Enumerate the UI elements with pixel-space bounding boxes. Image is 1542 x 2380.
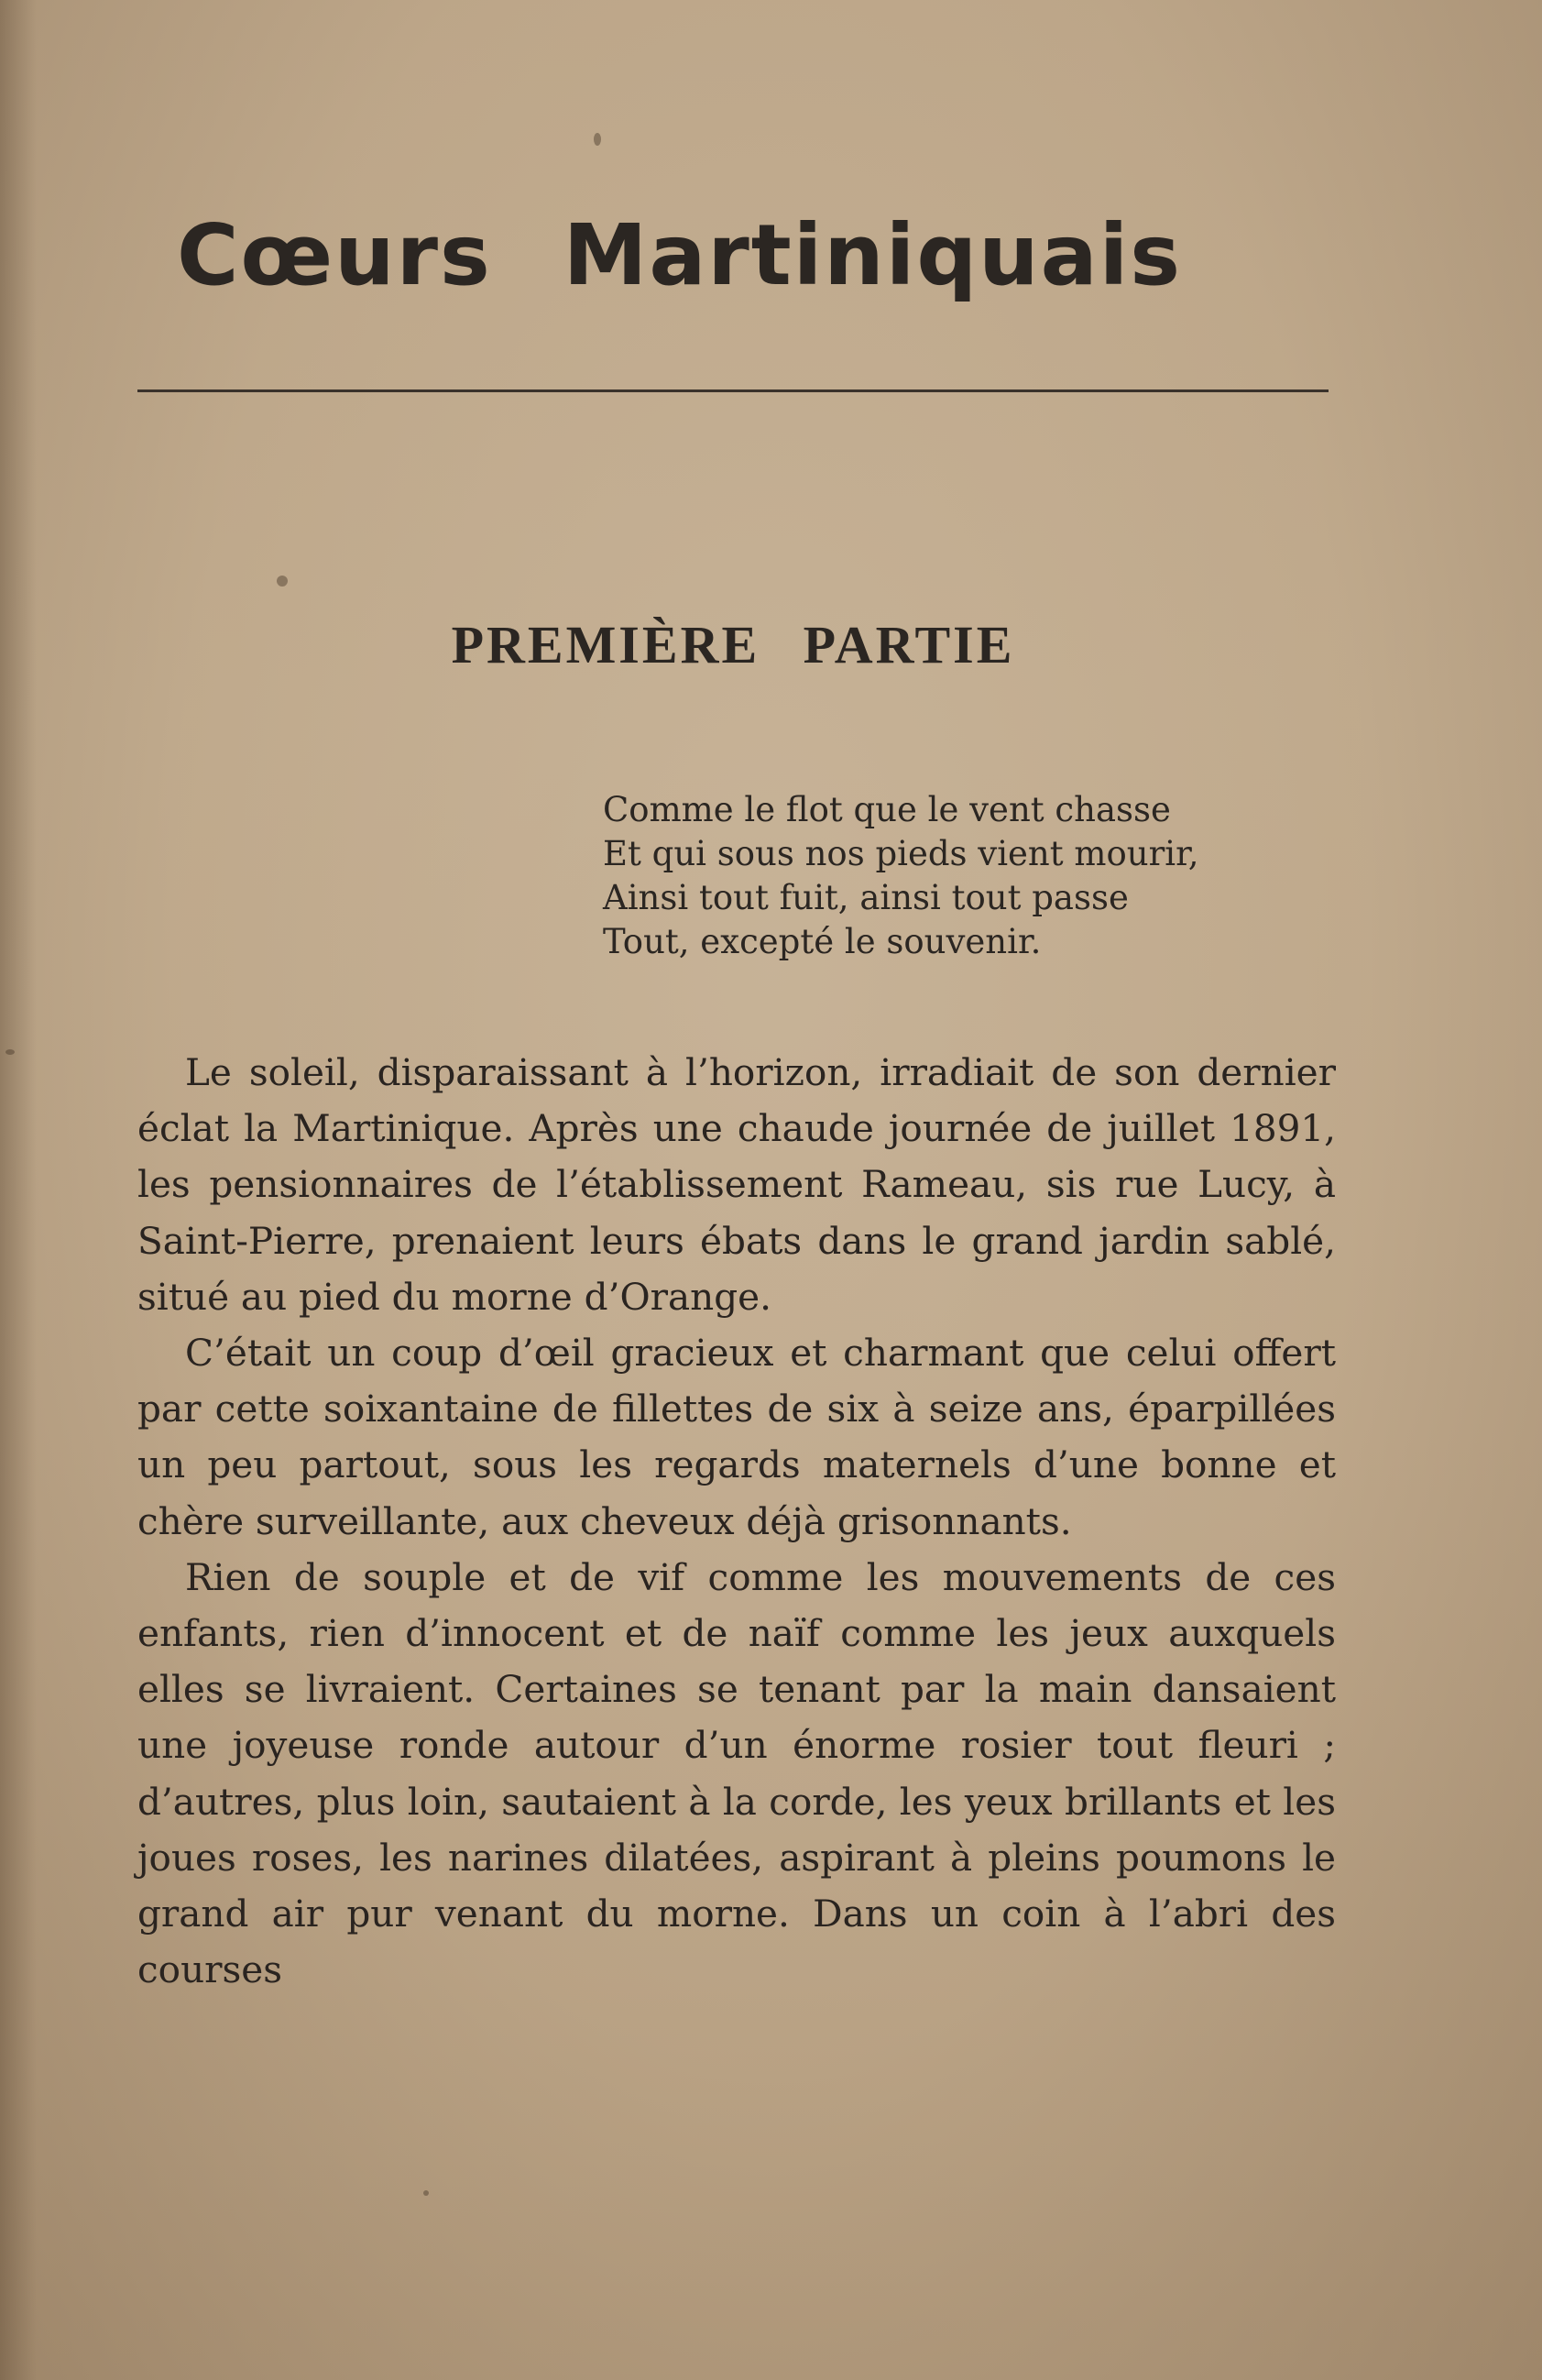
paper-speck [5,1049,15,1055]
paper-speck [277,576,288,587]
paragraph: Le soleil, disparaissant à l’horizon, irradiait de son dernier éclat la Martinique. Après une chaude journée de juillet 1891, les pensionnaires de l’établissement Rameau, sis rue Lucy, à Saint-Pierre, prenaient leurs ébats dans le grand jardin sablé, situé au pied du morne d’Orange. [137,1050,1336,1319]
paragraph: C’était un coup d’œil gracieux et charmant que celui offert par cette soixantaine de fillettes de six à seize ans, éparpillées un peu partout, sous les regards maternels d’une bonne et chère surveillante, aux cheveux déjà grisonnants. [137,1331,1336,1543]
paper-speck [423,2190,429,2196]
title-divider [137,389,1329,392]
page-edge-shadow [0,0,37,2380]
body-text [137,1045,1336,1998]
epigraph [603,788,1354,964]
book-title: Cœurs Martiniquais [176,206,1183,304]
paragraph: Rien de souple et de vif comme les mouvements de ces enfants, rien d’innocent et de naïf comme les jeux auxquels elles se livraient. Certaines se tenant par la main dansaient une joyeuse ronde autour d’un énorme rosier tout fleuri ; d’autres, plus loin, sautaient à la corde, les yeux brillants et les joues roses, les narines dilatées, aspirant à pleins poumons le grand air pur venant du morne. Dans un coin à l’abri des courses [137,1554,1336,1992]
part-heading: PREMIÈRE PARTIE [451,615,1015,675]
epigraph-line: Ainsi tout fuit, ainsi tout passe [603,878,1129,917]
paper-speck [594,133,601,146]
epigraph-line: Comme le flot que le vent chasse [603,790,1171,829]
epigraph-line: Et qui sous nos pieds vient mourir, [603,834,1199,873]
epigraph-line: Tout, excepté le souvenir. [603,922,1042,961]
